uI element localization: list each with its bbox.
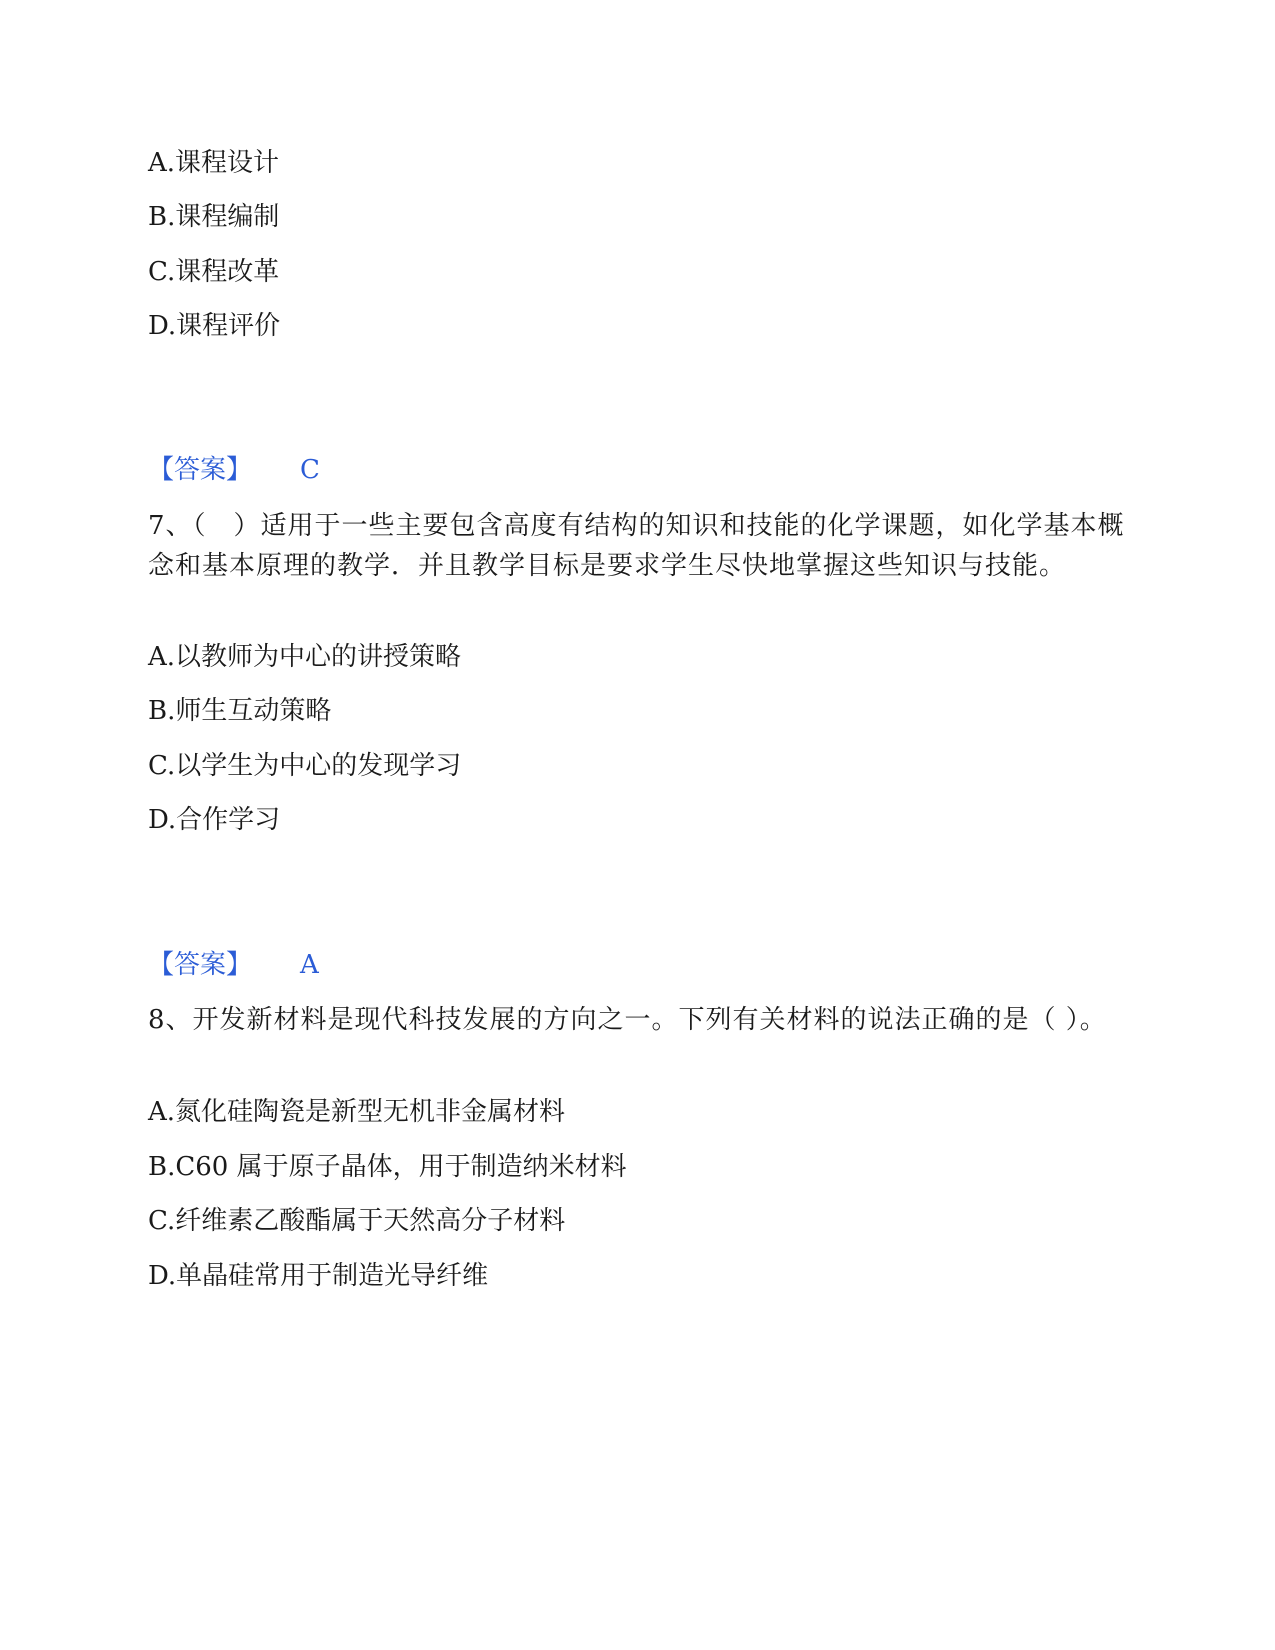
q7-stem: 7、（ ）适用于一些主要包含高度有结构的知识和技能的化学课题，如化学基本概念和基本原理的教学．并且教学目标是要求学生尽快地掌握这些知识与技能。 bbox=[148, 511, 1125, 581]
answer-label: 【答案】 bbox=[148, 455, 253, 485]
answer-value: A bbox=[300, 950, 319, 980]
q7-option-d: D.合作学习 bbox=[148, 805, 281, 835]
q7-option-c: C.以学生为中心的发现学习 bbox=[148, 751, 462, 781]
q7-answer bbox=[148, 950, 319, 980]
q8-option-a: A.氮化硅陶瓷是新型无机非金属材料 bbox=[148, 1097, 566, 1127]
q6-option-a: A.课程设计 bbox=[148, 148, 280, 178]
q8-option-d: D.单晶硅常用于制造光导纤维 bbox=[148, 1261, 489, 1291]
answer-label: 【答案】 bbox=[148, 950, 253, 980]
q7-option-b: B.师生互动策略 bbox=[148, 696, 332, 726]
q8-option-c: C.纤维素乙酸酯属于天然高分子材料 bbox=[148, 1206, 566, 1236]
answer-value: C bbox=[300, 455, 320, 485]
q6-option-d: D.课程评价 bbox=[148, 311, 281, 341]
q7-option-a: A.以教师为中心的讲授策略 bbox=[148, 642, 462, 672]
q6-option-c: C.课程改革 bbox=[148, 257, 280, 287]
q6-option-b: B.课程编制 bbox=[148, 202, 280, 232]
q8-option-b: B.C60 属于原子晶体，用于制造纳米材料 bbox=[148, 1152, 627, 1182]
q6-answer bbox=[148, 455, 320, 485]
q8-stem: 8、开发新材料是现代科技发展的方向之一。下列有关材料的说法正确的是（ ）。 bbox=[148, 1005, 1107, 1035]
